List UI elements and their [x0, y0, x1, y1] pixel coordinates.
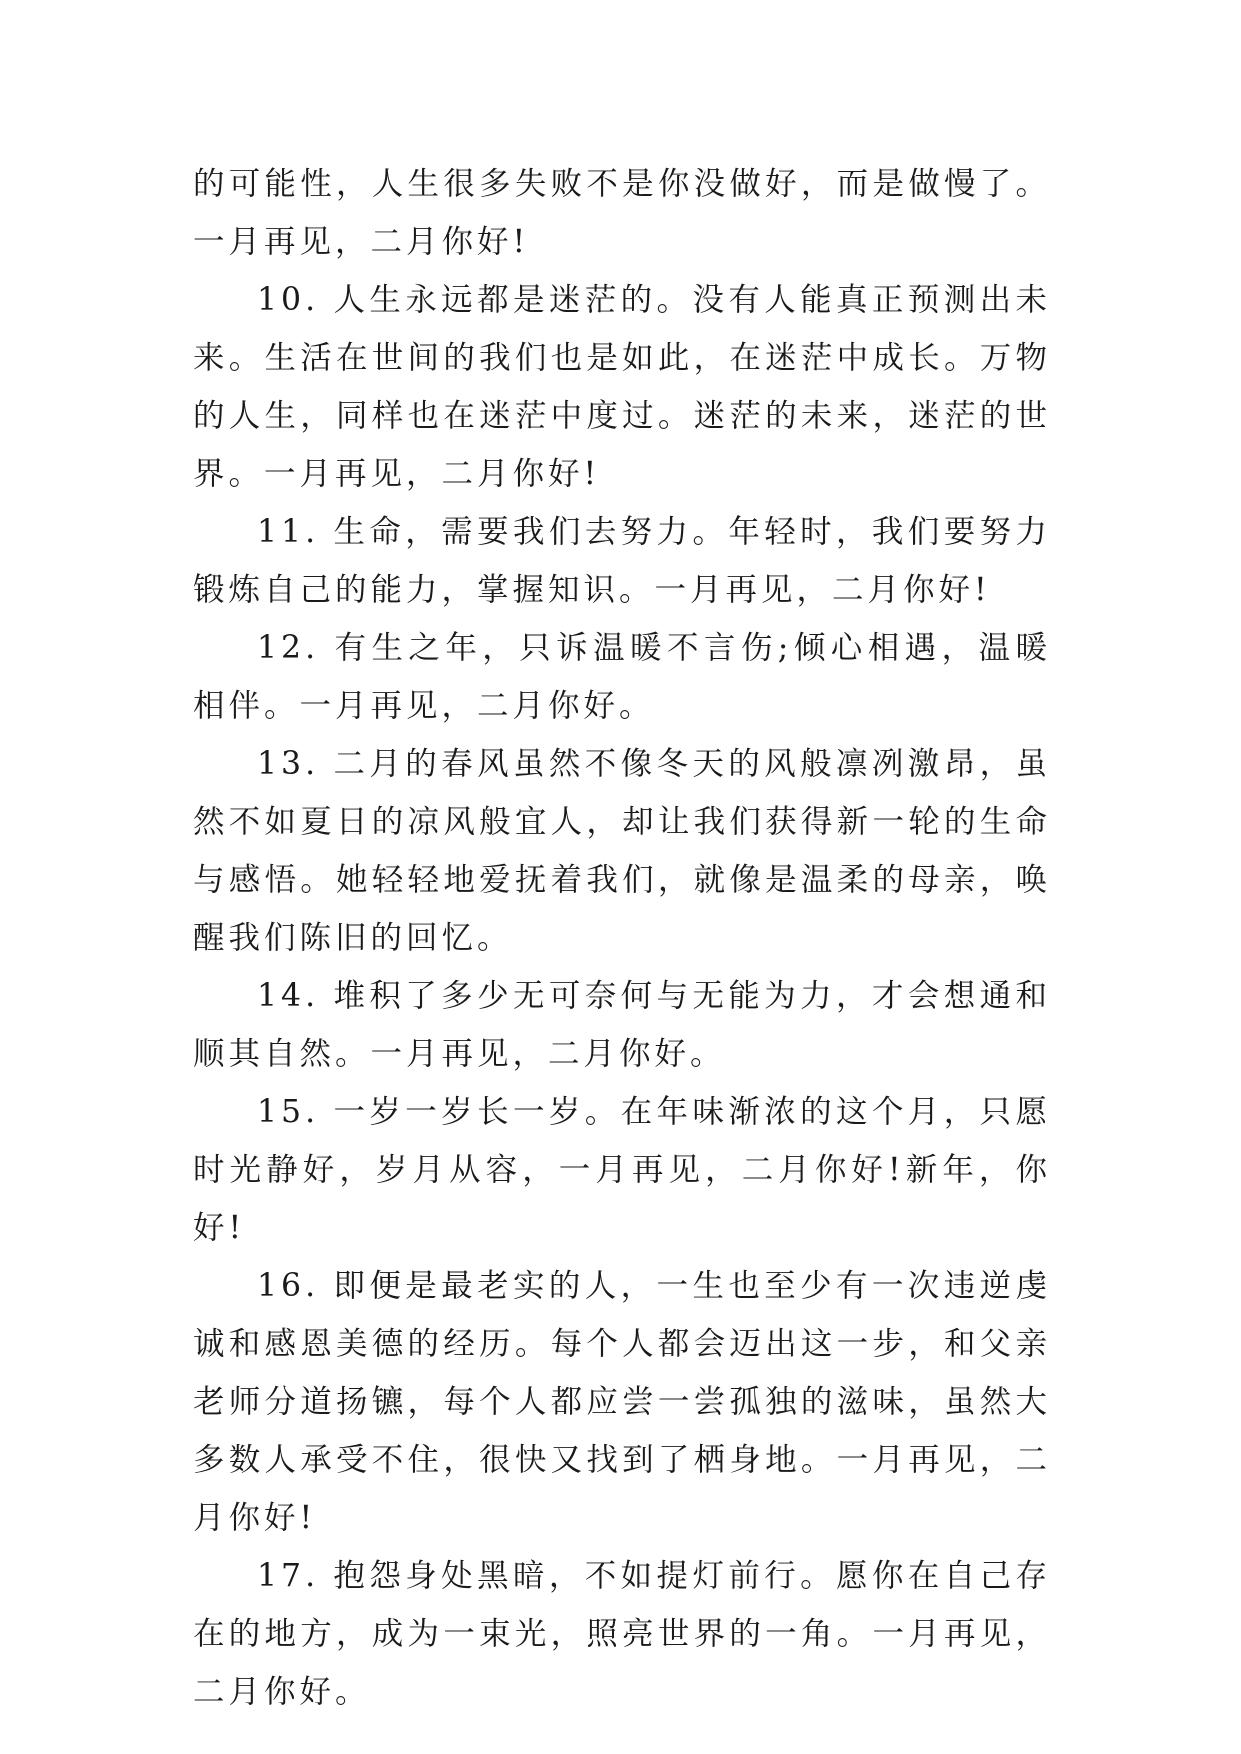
paragraph-continuation: 的可能性，人生很多失败不是你没做好，而是做慢了。一月再见，二月你好!	[193, 166, 1051, 260]
paragraph-item-13: 13. 二月的春风虽然不像冬天的风般凛冽激昂，虽然不如夏日的凉风般宜人，却让我们获得新一轮的生命与感悟。她轻轻地爱抚着我们，就像是温柔的母亲，唤醒我们陈旧的回忆。	[193, 746, 1051, 956]
paragraph-item-11: 11. 生命，需要我们去努力。年轻时，我们要努力锻炼自己的能力，掌握知识。一月再见，二月你好!	[193, 514, 1051, 608]
paragraph-item-14: 14. 堆积了多少无可奈何与无能为力，才会想通和顺其自然。一月再见，二月你好。	[193, 978, 1051, 1072]
document-body	[193, 155, 1051, 1721]
paragraph-item-16: 16. 即便是最老实的人，一生也至少有一次违逆虔诚和感恩美德的经历。每个人都会迈出这一步，和父亲老师分道扬镳，每个人都应尝一尝孤独的滋味，虽然大多数人承受不住，很快又找到了栖身地。一月再见，二月你好!	[193, 1268, 1051, 1536]
paragraph-item-10: 10. 人生永远都是迷茫的。没有人能真正预测出未来。生活在世间的我们也是如此，在迷茫中成长。万物的人生，同样也在迷茫中度过。迷茫的未来，迷茫的世界。一月再见，二月你好!	[193, 282, 1051, 492]
paragraph-item-12: 12. 有生之年，只诉温暖不言伤;倾心相遇，温暖相伴。一月再见，二月你好。	[193, 630, 1051, 724]
paragraph-item-15: 15. 一岁一岁长一岁。在年味渐浓的这个月，只愿时光静好，岁月从容，一月再见，二月你好!新年，你好!	[193, 1094, 1051, 1246]
paragraph-item-17: 17. 抱怨身处黑暗，不如提灯前行。愿你在自己存在的地方，成为一束光，照亮世界的一角。一月再见，二月你好。	[193, 1558, 1051, 1710]
